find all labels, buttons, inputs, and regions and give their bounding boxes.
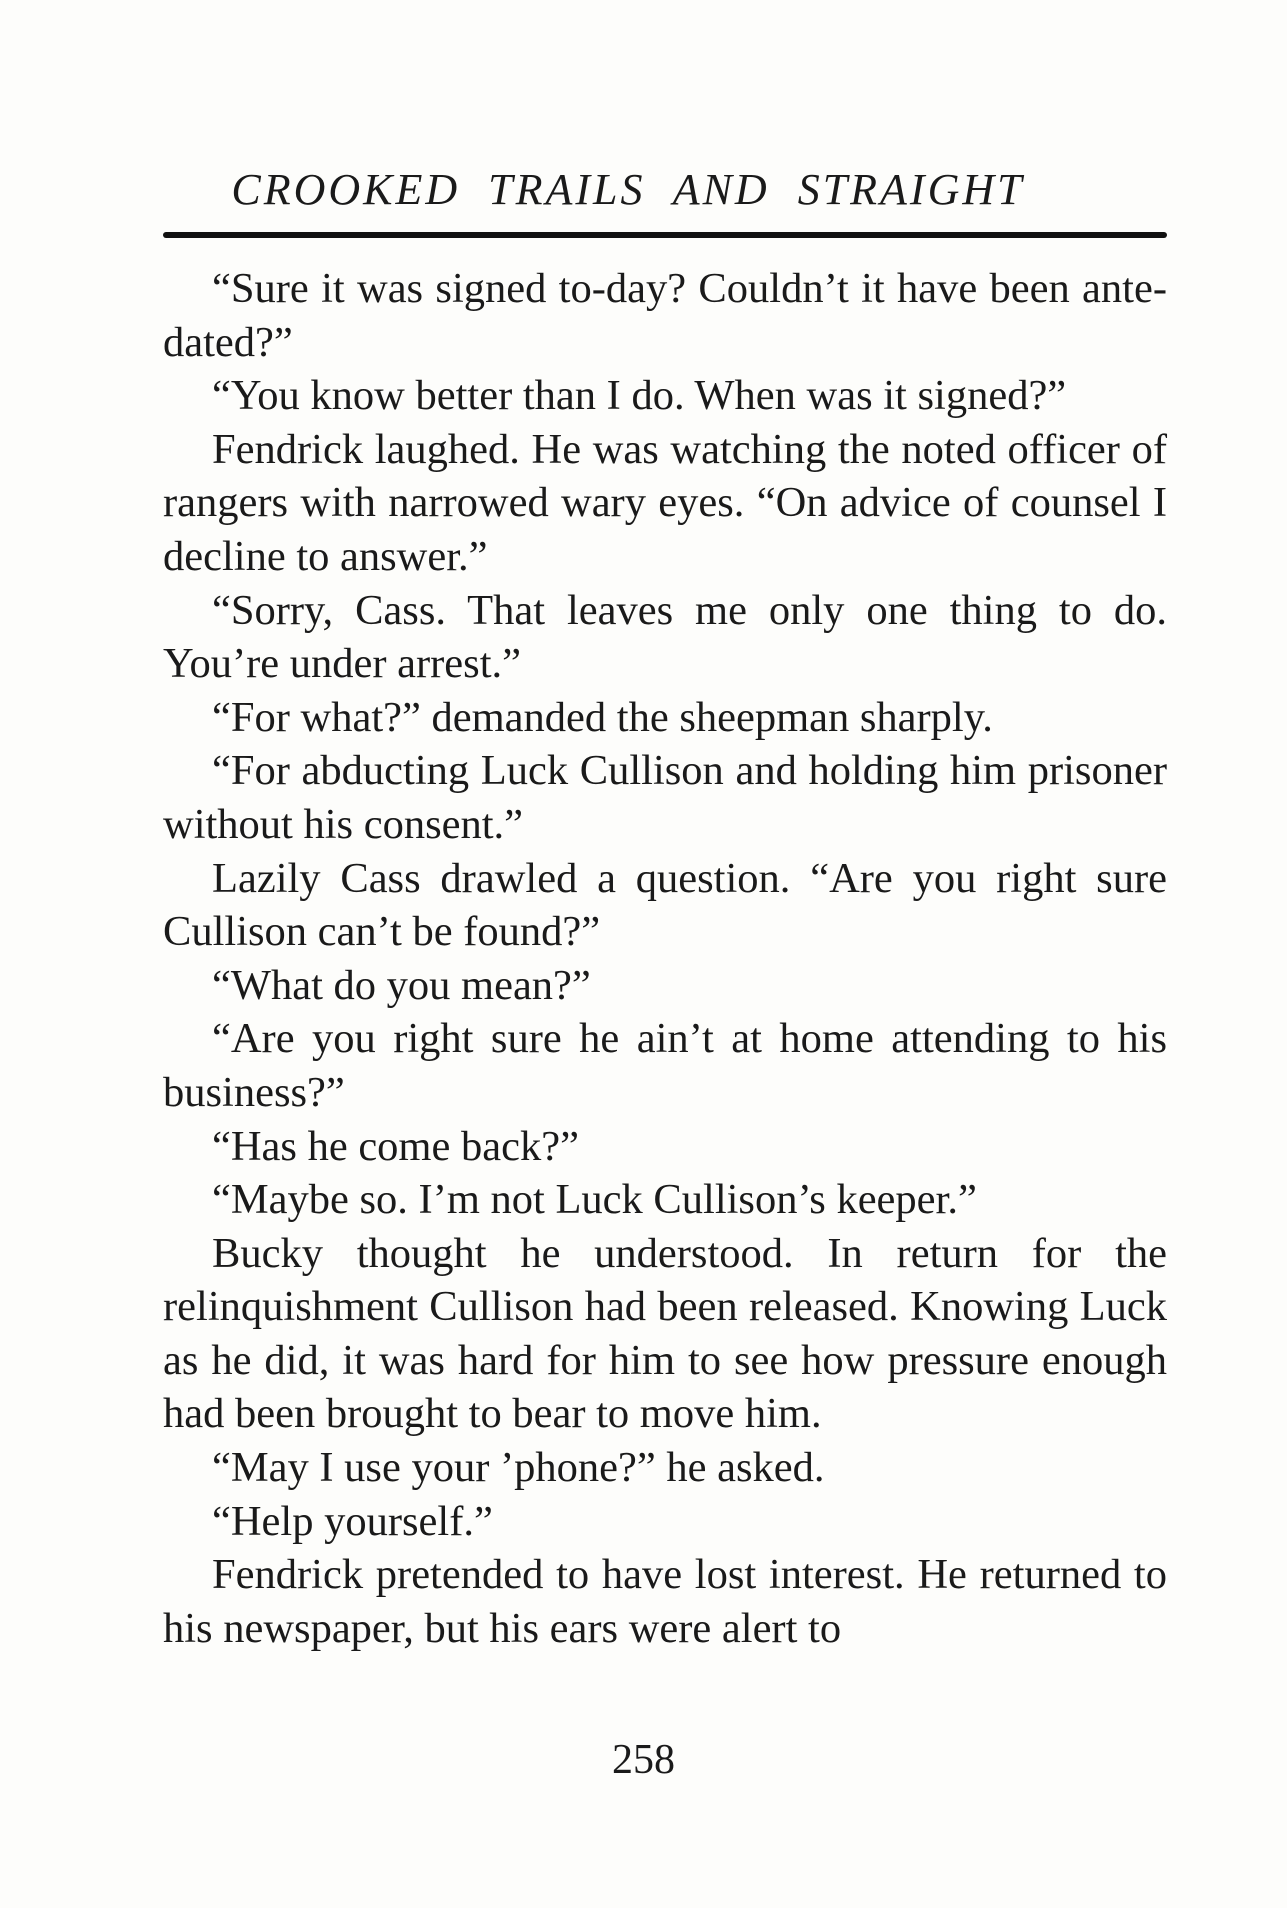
paragraph: “What do you mean?” (212, 961, 591, 1009)
paragraph: “For abducting Luck Cullison and holding him prisoner without his consent.” (163, 747, 1167, 848)
running-title: CROOKED TRAILS AND STRAIGHT (231, 165, 1025, 214)
paragraph: “Are you right sure he ain’t at home attending to his business?” (163, 1015, 1167, 1116)
page-number: 258 (612, 1737, 675, 1783)
paragraph: Fendrick laughed. He was watching the noted officer of rangers with narrowed wary eyes. “On advice of counsel I decline to answer.” (163, 425, 1167, 580)
paragraph: Fendrick pretended to have lost interest. He returned to his newspaper, but his ears were alert to (163, 1551, 1167, 1652)
body-text (163, 262, 1167, 1655)
paragraph: “Maybe so. I’m not Luck Cullison’s keeper.” (212, 1176, 977, 1224)
paragraph: “May I use your ’phone?” he asked. (212, 1444, 825, 1492)
header-rule (163, 232, 1167, 238)
paragraph: “Help yourself.” (212, 1497, 493, 1545)
paragraph: Lazily Cass drawled a question. “Are you right sure Cullison can’t be found?” (163, 854, 1167, 956)
paragraph: “Sorry, Cass. That leaves me only one thing to do. You’re under arrest.” (163, 586, 1167, 688)
paragraph: Bucky thought he understood. In return for the relinquishment Cullison had been released. Knowing Luck as he did, it was hard for him to see how pressure enough had been brought to bear to move him. (163, 1229, 1167, 1438)
paragraph: “Sure it was signed to-day? Couldn’t it have been ante-dated?” (163, 265, 1167, 366)
paragraph: “Has he come back?” (212, 1122, 579, 1170)
paragraph: “You know better than I do. When was it signed?” (212, 372, 1067, 420)
paragraph: “For what?” demanded the sheepman sharply. (212, 693, 993, 741)
